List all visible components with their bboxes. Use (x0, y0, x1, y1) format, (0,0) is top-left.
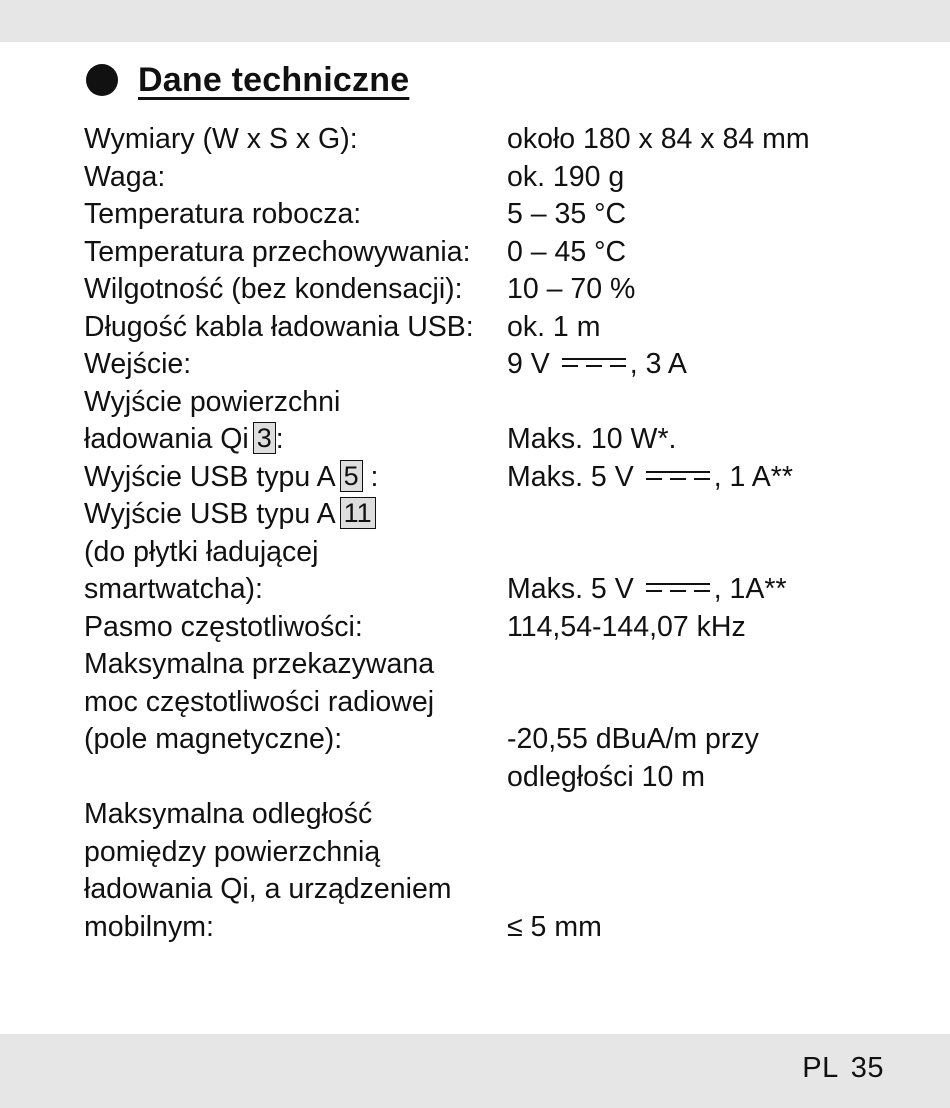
spec-label (84, 646, 434, 759)
page-footer (802, 1052, 884, 1085)
part-reference-box: 3 (253, 422, 276, 454)
direct-current-icon (562, 356, 626, 370)
voltage-text: Maks. 5 V (507, 460, 634, 493)
label-line: Maksymalna odległość (84, 798, 373, 830)
top-bar (0, 0, 950, 42)
spec-label: Temperatura przechowywania: (84, 235, 471, 268)
spec-row-dimensions (84, 121, 884, 159)
spec-value: ≤ 5 mm (507, 910, 602, 943)
current-text: , 3 A (629, 348, 687, 380)
label-line: ładowania Qi, a urządzeniem (84, 873, 452, 905)
spec-value (507, 721, 759, 796)
spec-table (84, 121, 884, 946)
label-line: moc częstotliwości radiowej (84, 685, 435, 718)
label-suffix: : (275, 423, 284, 455)
part-reference-box: 11 (340, 497, 376, 529)
spec-row-weight (84, 159, 884, 197)
spec-row-input (84, 346, 884, 384)
spec-value (507, 459, 793, 497)
spec-row-frequency-band (84, 609, 884, 647)
page-title: Dane techniczne (138, 60, 410, 99)
label-line: Wyjście USB typu A (84, 498, 336, 530)
direct-current-icon (646, 469, 710, 483)
voltage-text: 9 V (507, 348, 550, 380)
spec-row-qi-output (84, 384, 884, 459)
part-reference-box: 5 (340, 460, 363, 492)
spec-row-operating-temp (84, 196, 884, 234)
spec-value: ok. 190 g (507, 160, 625, 193)
label-line: Wyjście USB typu A (84, 460, 336, 493)
current-text: , 1 A** (713, 460, 793, 493)
label-line: Maksymalna przekazywana (84, 648, 435, 680)
label-line: ładowania Qi (84, 423, 249, 455)
spec-row-humidity (84, 271, 884, 309)
spec-row-storage-temp (84, 234, 884, 272)
spec-row-cable-length (84, 309, 884, 347)
spec-label (84, 459, 378, 497)
spec-value (507, 571, 787, 609)
spec-label (84, 496, 376, 609)
label-suffix: : (370, 460, 379, 493)
spec-value: ok. 1 m (507, 310, 601, 343)
spec-label: Waga: (84, 160, 166, 193)
spec-row-usb-a-watch-output (84, 496, 884, 609)
spec-value: Maks. 10 W*. (507, 423, 677, 455)
current-text: , 1A** (713, 573, 787, 605)
direct-current-icon (646, 581, 710, 595)
spec-value: 10 – 70 % (507, 273, 636, 305)
spec-label: Pasmo częstotliwości: (84, 610, 363, 643)
page-number: 35 (850, 1052, 884, 1084)
spec-row-usb-a-output (84, 459, 884, 497)
spec-row-max-distance (84, 796, 884, 946)
label-line: (pole magnetyczne): (84, 723, 343, 755)
spec-value: około 180 x 84 x 84 mm (507, 123, 810, 155)
label-line: Wyjście powierzchni (84, 385, 341, 418)
spec-label: Wejście: (84, 348, 192, 380)
label-line: pomiędzy powierzchnią (84, 835, 381, 868)
value-line: odległości 10 m (507, 760, 706, 793)
label-line: smartwatcha): (84, 573, 263, 605)
spec-value: 5 – 35 °C (507, 198, 627, 230)
section-heading (86, 58, 409, 102)
spec-row-max-rf-power (84, 646, 884, 796)
spec-label (84, 796, 452, 946)
spec-label: Długość kabla ładowania USB: (84, 310, 474, 343)
spec-value (507, 346, 687, 384)
language-code: PL (802, 1052, 839, 1084)
spec-value: 114,54-144,07 kHz (507, 610, 746, 643)
label-line: (do płytki ładującej (84, 535, 319, 568)
spec-label (84, 384, 340, 459)
spec-label: Temperatura robocza: (84, 198, 362, 230)
value-line: -20,55 dBuA/m przy (507, 723, 759, 755)
spec-value: 0 – 45 °C (507, 235, 627, 268)
spec-label: Wilgotność (bez kondensacji): (84, 273, 463, 305)
spec-label: Wymiary (W x S x G): (84, 123, 358, 155)
filled-circle-icon (86, 64, 118, 96)
voltage-text: Maks. 5 V (507, 573, 634, 605)
label-line: mobilnym: (84, 910, 214, 943)
